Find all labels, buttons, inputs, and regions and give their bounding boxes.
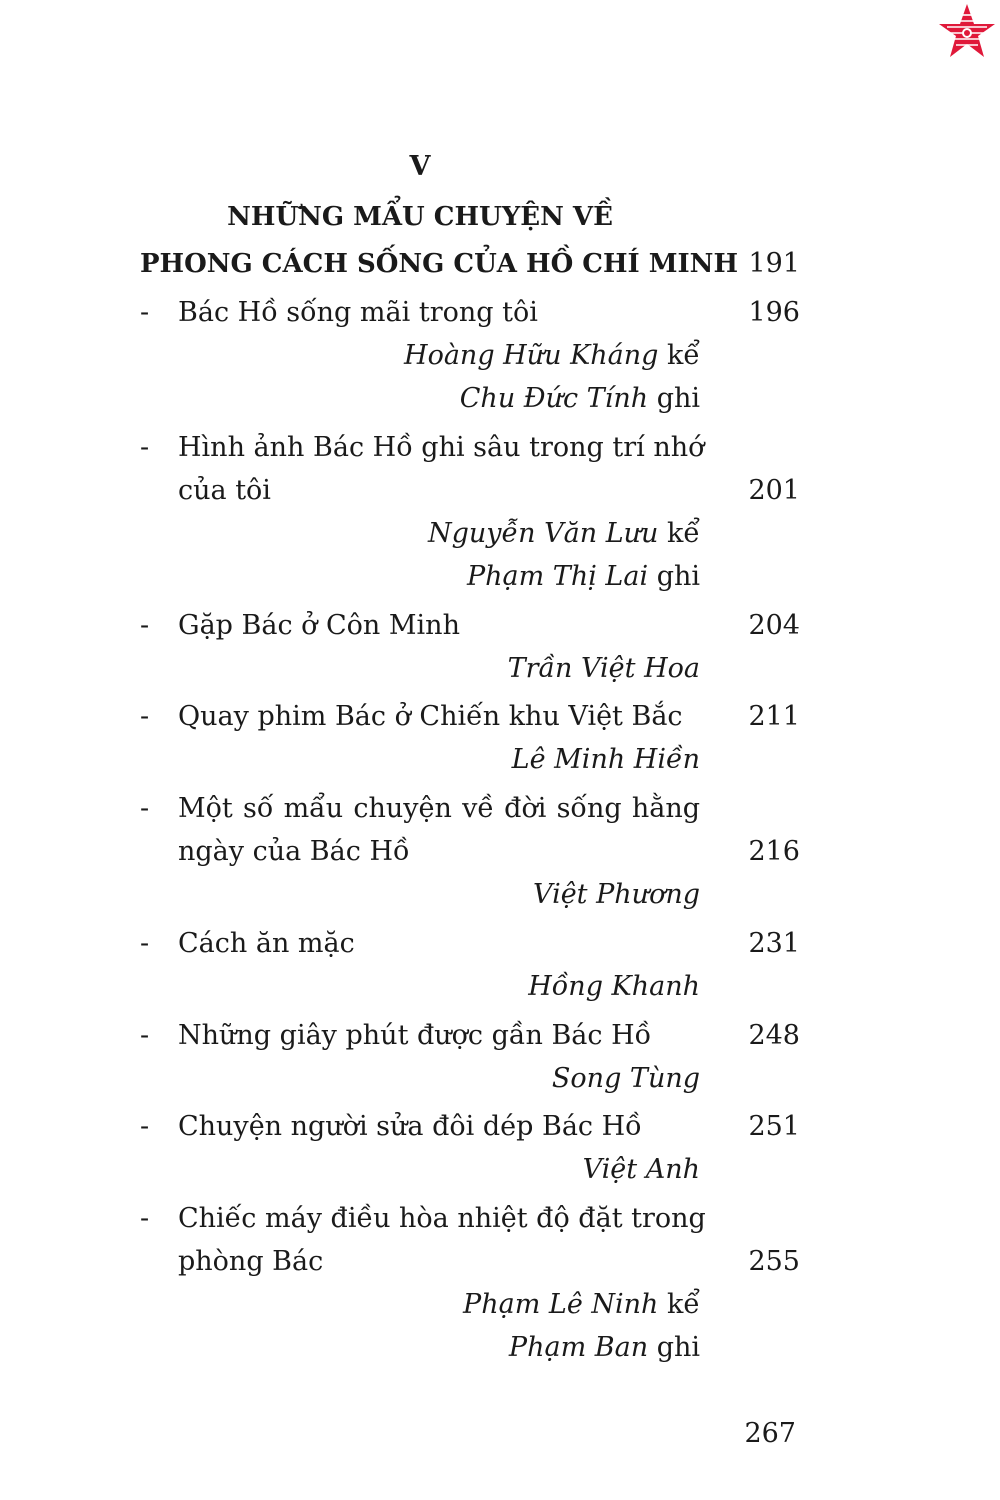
toc-bullet: - xyxy=(140,701,150,732)
toc-entry-credit xyxy=(552,1062,700,1096)
author-role: ghi xyxy=(656,383,700,414)
publisher-star-logo-icon xyxy=(936,2,998,64)
toc-entry-title: phòng Bác xyxy=(178,1246,324,1277)
toc-bullet: - xyxy=(140,1111,150,1142)
author-name: Hồng Khanh xyxy=(528,971,700,1002)
author-name: Nguyễn Văn Lưu xyxy=(428,518,659,549)
toc-entry-page-number: 201 xyxy=(748,475,800,506)
author-role: kể xyxy=(667,1289,700,1320)
toc-entry-title: của tôi xyxy=(178,475,271,506)
toc-entry-credit xyxy=(512,743,700,777)
toc-entry-title: ngày của Bác Hồ xyxy=(178,836,410,867)
toc-entry-title: Gặp Bác ở Côn Minh xyxy=(178,610,460,641)
toc-entry-credit xyxy=(583,1153,700,1187)
toc-entry-credit xyxy=(463,1288,700,1322)
toc-entry-title: Một số mẩu chuyện về đời sống hằng xyxy=(178,793,700,824)
toc-bullet: - xyxy=(140,610,150,641)
toc-bullet: - xyxy=(140,793,150,824)
toc-bullet: - xyxy=(140,1203,150,1234)
section-heading-text: PHONG CÁCH SỐNG CỦA HỒ CHÍ MINH xyxy=(140,249,739,279)
author-name: Hoàng Hữu Kháng xyxy=(404,340,659,371)
toc-entry-title: Những giây phút được gần Bác Hồ xyxy=(178,1020,652,1051)
toc-entry-title: Quay phim Bác ở Chiến khu Việt Bắc xyxy=(178,701,683,732)
toc-entry-page-number: 248 xyxy=(748,1020,800,1051)
toc-entry-title: Hình ảnh Bác Hồ ghi sâu trong trí nhớ xyxy=(178,432,705,463)
toc-entry-credit xyxy=(428,517,700,551)
toc-entry-title: Bác Hồ sống mãi trong tôi xyxy=(178,297,538,328)
toc-bullet: - xyxy=(140,1020,150,1051)
toc-entry-page-number: 211 xyxy=(748,701,800,732)
toc-bullet: - xyxy=(140,297,150,328)
toc-entry-page-number: 216 xyxy=(748,836,800,867)
toc-entry-page-number: 196 xyxy=(748,297,800,328)
toc-bullet: - xyxy=(140,928,150,959)
author-role: kể xyxy=(667,340,700,371)
page-number: 267 xyxy=(744,1418,796,1449)
toc-entry-title: Cách ăn mặc xyxy=(178,928,355,959)
toc-entry-page-number: 204 xyxy=(748,610,800,641)
toc-bullet: - xyxy=(140,432,150,463)
toc-entry-page-number: 251 xyxy=(748,1111,800,1142)
section-heading-line-2 xyxy=(140,247,800,281)
author-name: Lê Minh Hiền xyxy=(511,744,700,775)
author-name: Song Tùng xyxy=(551,1063,700,1094)
toc-entry-credit xyxy=(460,382,700,416)
author-role: ghi xyxy=(656,561,700,592)
author-role: kể xyxy=(667,518,700,549)
toc-entry-page-number: 231 xyxy=(748,928,800,959)
section-numeral: V xyxy=(409,151,431,182)
toc-entry-credit xyxy=(533,878,700,912)
author-name: Chu Đức Tính xyxy=(459,383,649,414)
toc-entry-title: Chuyện người sửa đôi dép Bác Hồ xyxy=(178,1111,642,1142)
toc-entry-credit xyxy=(528,970,700,1004)
toc-entry-page-number: 255 xyxy=(748,1246,800,1277)
toc-entry-credit xyxy=(509,1331,700,1365)
author-name: Phạm Lê Ninh xyxy=(463,1289,659,1320)
toc-entry-title: Chiếc máy điều hòa nhiệt độ đặt trong xyxy=(178,1203,706,1234)
toc-entry-credit xyxy=(404,339,700,373)
section-heading-line-1: NHỮNG MẨU CHUYỆN VỀ xyxy=(227,202,613,232)
author-role: ghi xyxy=(656,1332,700,1363)
author-name: Việt Phương xyxy=(533,879,700,910)
author-name: Trần Việt Hoa xyxy=(507,653,700,684)
author-name: Phạm Thị Lai xyxy=(466,561,649,592)
author-name: Phạm Ban xyxy=(508,1332,649,1363)
toc-entry-credit xyxy=(467,560,700,594)
author-name: Việt Anh xyxy=(582,1154,700,1185)
toc-entry-credit xyxy=(508,652,700,686)
section-page-number: 191 xyxy=(748,248,800,279)
